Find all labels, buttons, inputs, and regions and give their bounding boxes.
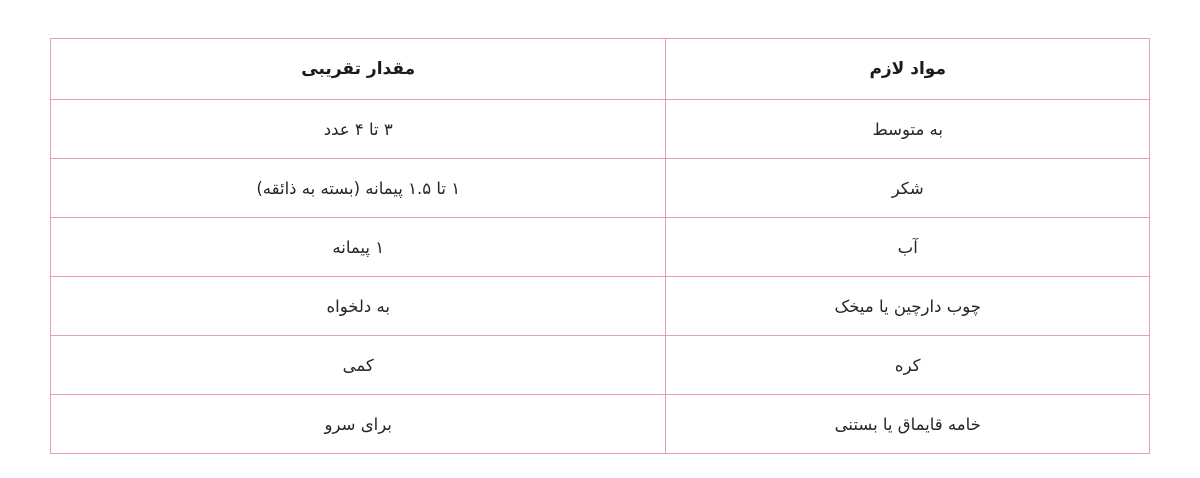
cell-amount: به دلخواه (51, 277, 666, 336)
table-row (51, 100, 1150, 159)
cell-amount: برای سرو (51, 395, 666, 454)
column-header-ingredient: مواد لازم (666, 39, 1150, 100)
cell-ingredient: کره (666, 336, 1150, 395)
table-row (51, 395, 1150, 454)
cell-ingredient: آب (666, 218, 1150, 277)
ingredients-table (50, 38, 1150, 454)
table-row (51, 277, 1150, 336)
column-header-amount: مقدار تقریبی (51, 39, 666, 100)
cell-amount: ۳ تا ۴ عدد (51, 100, 666, 159)
table-body (51, 100, 1150, 454)
cell-ingredient: خامه قایماق یا بستنی (666, 395, 1150, 454)
table-row (51, 336, 1150, 395)
cell-amount: ۱ پیمانه (51, 218, 666, 277)
table-header-row (51, 39, 1150, 100)
cell-ingredient: به متوسط (666, 100, 1150, 159)
table-row (51, 159, 1150, 218)
cell-ingredient: چوب دارچین یا میخک (666, 277, 1150, 336)
cell-amount: ۱ تا ۱.۵ پیمانه (بسته به ذائقه) (51, 159, 666, 218)
table-header (51, 39, 1150, 100)
table-row (51, 218, 1150, 277)
cell-ingredient: شکر (666, 159, 1150, 218)
cell-amount: کمی (51, 336, 666, 395)
